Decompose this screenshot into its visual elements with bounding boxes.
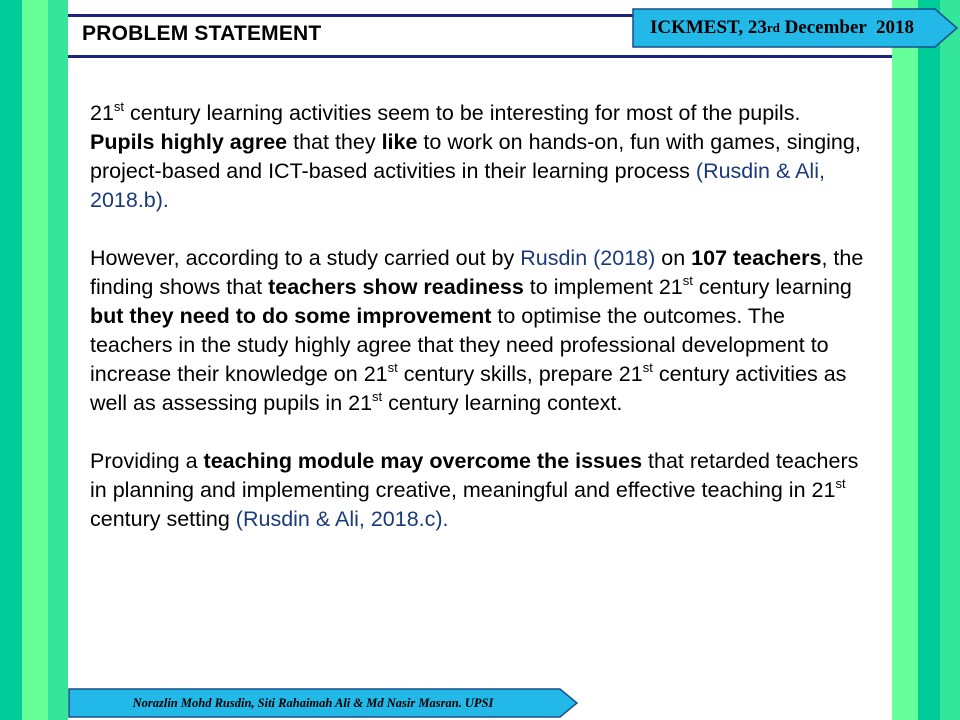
left-stripe-outer — [0, 0, 22, 720]
p2-text: However, according to a study carried out by — [90, 246, 521, 270]
p3-bold: teaching module may overcome the issues — [203, 449, 643, 473]
p1-bold: Pupils highly agree — [90, 130, 288, 154]
conference-banner: ICKMEST, 23 rd December 2018 — [649, 17, 915, 38]
p2-sup: st — [642, 360, 653, 375]
paragraph-1 — [90, 99, 870, 215]
p2-sup: st — [682, 273, 693, 288]
left-stripe-middle — [22, 0, 48, 720]
p1-text: century learning activities seem to be interesting for most of the pupils. — [124, 101, 801, 125]
p1-bold: like — [381, 130, 418, 154]
p3-text: Providing a — [90, 449, 204, 473]
body-text — [90, 99, 870, 563]
paragraph-2 — [90, 244, 870, 418]
p2-sup: st — [372, 389, 383, 404]
left-stripe-inner — [48, 0, 68, 720]
p1-text: to work on hands-on, fun with games, singing, project-based and ICT-based activities in their learning process — [90, 130, 861, 183]
p3-citation: (Rusdin & Ali, 2018.c). — [235, 507, 449, 531]
p2-text: on — [655, 246, 692, 270]
p2-text: to optimise the outcomes. The teachers in the study highly agree that they need professional development to increase their knowledge on 21 — [90, 304, 829, 386]
right-stripe-outer — [940, 0, 960, 720]
p2-bold: teachers show readiness — [268, 275, 524, 299]
p2-text: century learning — [692, 275, 852, 299]
p2-text: , the finding shows that — [90, 246, 864, 299]
right-stripe-inner — [892, 0, 918, 720]
header-bottom-rule — [68, 55, 892, 58]
page-title: PROBLEM STATEMENT — [82, 22, 322, 45]
p3-sup: st — [835, 476, 846, 491]
conference-date: December 2018 — [779, 17, 915, 38]
header-top-rule — [68, 14, 633, 17]
p2-sup: st — [387, 360, 398, 375]
p3-text: century setting — [90, 507, 236, 531]
p2-bold: but they need to do some improvement — [90, 304, 492, 328]
paragraph-3 — [90, 447, 870, 534]
p1-sup: st — [113, 99, 125, 114]
p2-text: century activities as well as assessing pupils in 21 — [90, 362, 847, 415]
p1-citation: (Rusdin & Ali, 2018.b). — [90, 159, 825, 212]
p3-text: that retarded teachers in planning and implementing creative, meaningful and effective teaching in 21 — [90, 449, 859, 502]
p1-text: that they — [287, 130, 382, 154]
p2-text: century skills, prepare 21 — [397, 362, 643, 386]
right-stripe-middle — [918, 0, 940, 720]
p2-text: to implement 21 — [523, 275, 683, 299]
p1-text: 21 — [90, 101, 114, 125]
p2-text: century learning context. — [382, 391, 623, 415]
p2-bold: 107 teachers — [691, 246, 822, 270]
conference-name: ICKMEST, 23 — [649, 17, 767, 38]
p2-citation: Rusdin (2018) — [520, 246, 656, 270]
authors-banner: Norazlin Mohd Rusdin, Siti Rahaimah Ali & Md Nasir Masran. UPSI — [132, 695, 494, 710]
